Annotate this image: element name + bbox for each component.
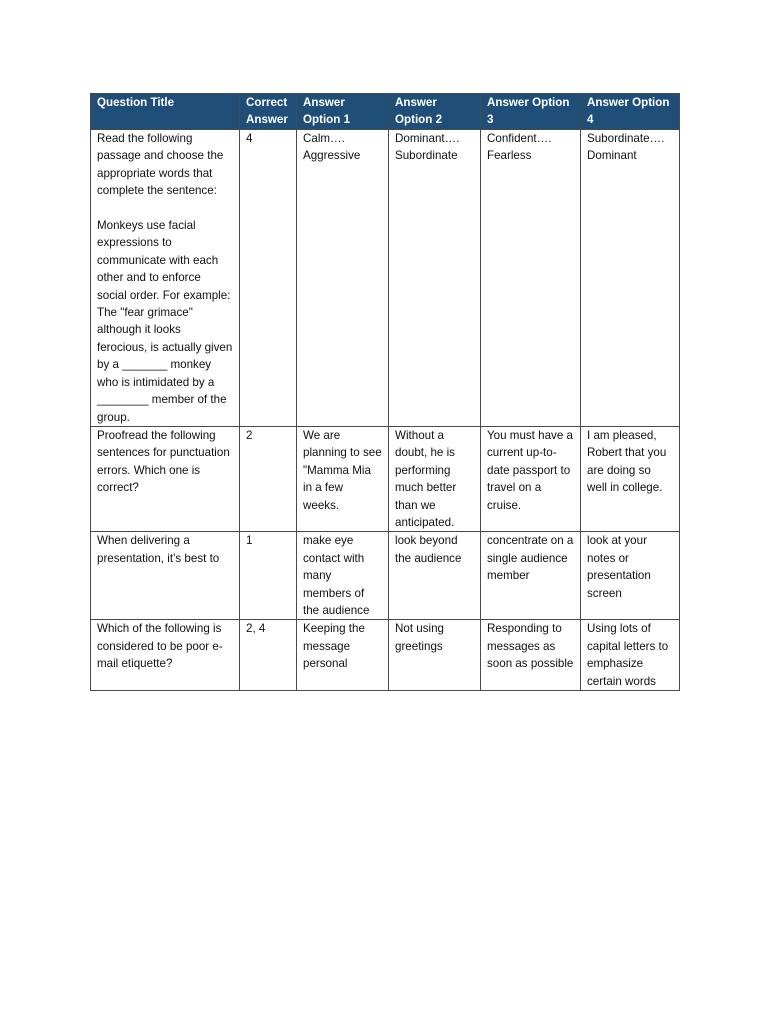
option-1-cell: We are planning to see "Mamma Mia in a few weeks. (297, 426, 389, 531)
header-question-title: Question Title (91, 94, 240, 130)
option-1-cell: make eye contact with many members of the audience (297, 532, 389, 620)
header-answer-option-4: Answer Option 4 (581, 94, 680, 130)
option-2-cell: Without a doubt, he is performing much better than we anticipated. (389, 426, 481, 531)
option-2-cell: Dominant…. Subordinate (389, 130, 481, 427)
correct-answer-cell: 4 (240, 130, 297, 427)
option-4-cell: look at your notes or presentation screen (581, 532, 680, 620)
option-3-cell: You must have a current up-to-date passport to travel on a cruise. (481, 426, 581, 531)
quiz-table (90, 93, 680, 691)
option-4-cell: Using lots of capital letters to emphasize certain words (581, 620, 680, 691)
table-row (91, 426, 680, 531)
option-1-cell: Calm…. Aggressive (297, 130, 389, 427)
table-header-row (91, 94, 680, 130)
option-2-cell: Not using greetings (389, 620, 481, 691)
table-row (91, 130, 680, 427)
question-cell: Proofread the following sentences for punctuation errors. Which one is correct? (91, 426, 240, 531)
option-2-cell: look beyond the audience (389, 532, 481, 620)
question-cell: Read the following passage and choose the appropriate words that complete the sentence: Monkeys use facial expressions to communicate with each other and to enforce social order. For example: The "fear grimace" although it looks ferocious, is actually given by a _______ monkey who is intimidated by a ________ member of the group. (91, 130, 240, 427)
correct-answer-cell: 2 (240, 426, 297, 531)
header-answer-option-2: Answer Option 2 (389, 94, 481, 130)
question-cell: When delivering a presentation, it’s best to (91, 532, 240, 620)
correct-answer-cell: 2, 4 (240, 620, 297, 691)
option-4-cell: Subordinate…. Dominant (581, 130, 680, 427)
question-cell: Which of the following is considered to be poor e-mail etiquette? (91, 620, 240, 691)
option-3-cell: Confident…. Fearless (481, 130, 581, 427)
option-3-cell: Responding to messages as soon as possible (481, 620, 581, 691)
option-3-cell: concentrate on a single audience member (481, 532, 581, 620)
correct-answer-cell: 1 (240, 532, 297, 620)
table-row (91, 532, 680, 620)
header-correct-answer: Correct Answer (240, 94, 297, 130)
header-answer-option-3: Answer Option 3 (481, 94, 581, 130)
table-row (91, 620, 680, 691)
option-1-cell: Keeping the message personal (297, 620, 389, 691)
option-4-cell: I am pleased, Robert that you are doing so well in college. (581, 426, 680, 531)
header-answer-option-1: Answer Option 1 (297, 94, 389, 130)
